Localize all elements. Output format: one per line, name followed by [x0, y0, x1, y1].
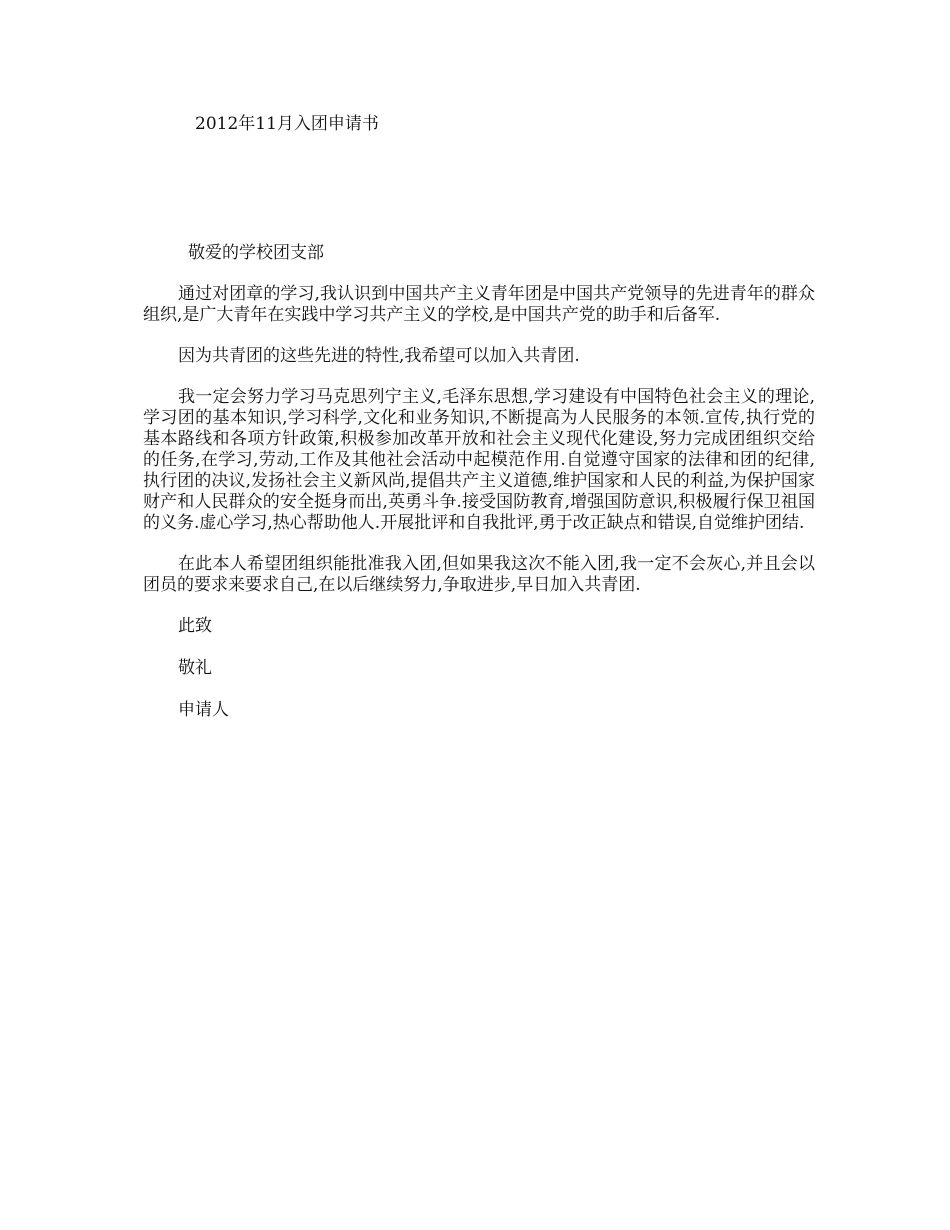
document-title: 2012年11月入团申请书	[195, 114, 379, 134]
letter-body	[143, 284, 815, 742]
paragraph-3: 我一定会努力学习马克思列宁主义,毛泽东思想,学习建设有中国特色社会主义的理论,学习团的基本知识,学习科学,文化和业务知识,不断提高为人民服务的本领.宣传,执行党的基本路线和各项方针政策,积极参加改革开放和社会主义现代化建设,努力完成团组织交给的任务,在学习,劳动,工作及其他社会活动中起模范作用.自觉遵守国家的法律和团的纪律,执行团的决议,发扬社会主义新风尚,提倡共产主义道德,维护国家和人民的利益,为保护国家财产和人民群众的安全挺身而出,英勇斗争.接受国防教育,增强国防意识,积极履行保卫祖国的义务.虚心学习,热心帮助他人.开展批评和自我批评,勇于改正缺点和错误,自觉维护团结.	[143, 387, 815, 533]
signature-label: 申请人	[178, 700, 229, 720]
closing-cizhi: 此致	[178, 616, 212, 636]
paragraph-2: 因为共青团的这些先进的特性,我希望可以加入共青团.	[178, 346, 580, 366]
closing-jingli: 敬礼	[178, 658, 212, 678]
paragraph-1: 通过对团章的学习,我认识到中国共产主义青年团是中国共产党领导的先进青年的群众组织,是广大青年在实践中学习共产主义的学校,是中国共产党的助手和后备军.	[143, 284, 815, 325]
paragraph-4: 在此本人希望团组织能批准我入团,但如果我这次不能入团,我一定不会灰心,并且会以团员的要求来要求自己,在以后继续努力,争取进步,早日加入共青团.	[143, 554, 815, 595]
salutation: 敬爱的学校团支部	[188, 243, 324, 263]
